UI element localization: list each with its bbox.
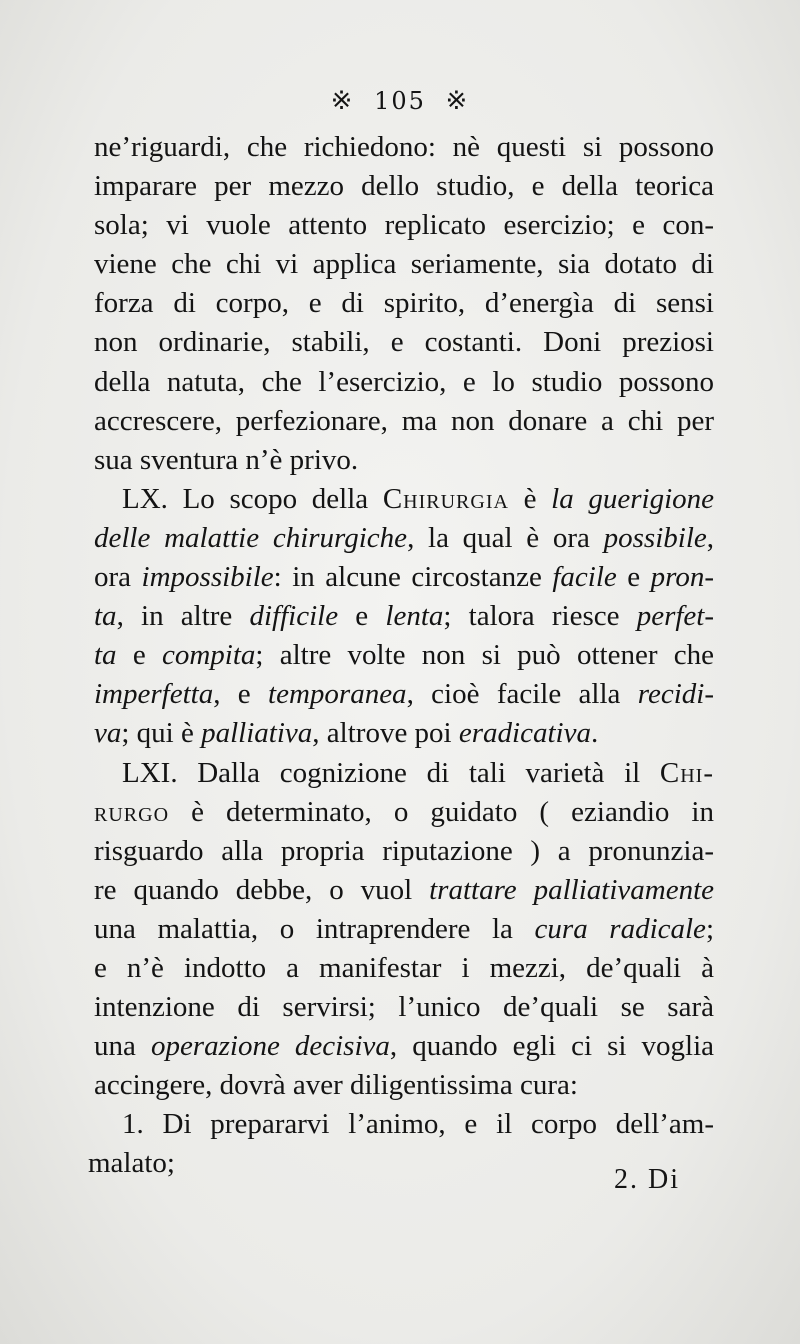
text-segment: facile [552, 561, 617, 594]
text-segment: delle malattie chirurgiche [94, 521, 408, 554]
text-segment: palliativa [201, 717, 313, 750]
text-segment: pron- [650, 561, 715, 594]
text-segment: imparare per mezzo dello studio, e della teorica [94, 170, 714, 203]
text-segment: una [94, 1030, 151, 1063]
text-segment: forza di corpo, e di spirito, d’energìa di sensi [94, 287, 714, 320]
text-segment: malato; [88, 1147, 175, 1180]
text-segment: impossibile [141, 561, 274, 594]
text-segment: sola; vi vuole attento replicato esercizio; e con- [94, 209, 714, 242]
text-segment: cura radicale [534, 912, 706, 945]
text-segment: e [616, 561, 651, 594]
text-segment: , in altre [116, 600, 250, 633]
page-number: 105 [374, 87, 426, 115]
text-segment: compita [161, 639, 256, 672]
text-segment: e [116, 639, 162, 672]
text-segment: e [338, 600, 386, 633]
text-segment: ta [94, 600, 117, 633]
text-segment: re quando debbe, o vuol [94, 873, 430, 906]
text-segment: trattare palliativamente [429, 873, 714, 906]
text-line [94, 910, 714, 949]
text-segment: sua sventura n’è privo. [94, 443, 359, 476]
text-line [94, 441, 714, 480]
text-segment: ; talora riesce [443, 600, 637, 633]
text-segment: , e [213, 678, 269, 711]
text-segment: operazione decisiva [150, 1030, 390, 1063]
text-segment: accrescere, perfezionare, ma non donare a chi per [94, 404, 714, 437]
text-line [94, 1105, 714, 1144]
text-segment: ora [94, 561, 142, 594]
text-segment: LXI. Dalla cognizione di tali varietà il [122, 756, 660, 789]
text-segment: recidi- [637, 678, 714, 711]
text-segment: , quando egli ci si voglia [389, 1030, 715, 1063]
text-segment: difficile [249, 600, 339, 633]
catchword: 2. Di [614, 1164, 680, 1195]
text-segment: è determinato, o guidato ( eziandio in [169, 795, 714, 828]
text-segment: accingere, dovrà aver diligentissima cura: [94, 1069, 578, 1102]
text-line [94, 167, 714, 206]
text-segment: non ordinarie, stabili, e costanti. Doni preziosi [94, 326, 714, 359]
text-segment: , cioè facile alla [406, 678, 638, 711]
text-line [94, 636, 714, 675]
text-segment: la guerigione [551, 482, 715, 515]
text-segment: va [94, 717, 122, 750]
text-line [94, 245, 714, 284]
text-segment: ; qui è [121, 717, 202, 750]
text-segment: : in alcune circostanze [273, 561, 553, 594]
text-line [94, 206, 714, 245]
text-line [94, 284, 714, 323]
text-segment: viene che chi vi applica seriamente, sia dotato di [94, 248, 714, 281]
text-segment: LX. Lo scopo della [122, 482, 383, 515]
text-segment: ta [94, 639, 117, 672]
text-segment: e n’è indotto a manifestar i mezzi, de’quali à [94, 951, 714, 984]
text-line [94, 675, 714, 714]
text-line [94, 597, 714, 636]
text-segment: imperfetta [94, 678, 214, 711]
text-segment: intenzione di servirsi; l’unico de’quali se sarà [94, 991, 714, 1024]
text-segment: , la qual è ora [407, 521, 604, 554]
page-header [0, 86, 800, 116]
text-segment: perfet- [636, 600, 715, 633]
text-line [94, 128, 714, 167]
text-segment: eradicativa [458, 717, 591, 750]
text-line [94, 754, 714, 793]
text-segment: ; [705, 912, 714, 945]
text-segment: ; altre volte non si può ottener che [255, 639, 714, 672]
text-segment: ne’riguardi, che richiedono: nè questi si possono [94, 131, 714, 163]
text-segment: della natuta, che l’esercizio, e lo studio possono [94, 365, 714, 398]
text-line [94, 519, 714, 558]
text-line [94, 323, 714, 362]
body-text [88, 128, 715, 1184]
text-line [94, 480, 714, 519]
text-segment: lenta [385, 600, 444, 633]
text-segment: , [706, 521, 715, 554]
text-line [94, 988, 714, 1027]
text-segment: una malattia, o intraprendere la [94, 912, 535, 945]
text-line [94, 871, 714, 910]
text-segment: 1. Di prepararvi l’animo, e il corpo dell’am- [122, 1108, 714, 1141]
text-line [94, 793, 714, 832]
text-segment: è [508, 482, 552, 515]
text-segment: Chirurgia [382, 482, 509, 515]
text-segment: , altrove poi [312, 717, 459, 750]
text-segment: possibile [603, 521, 707, 554]
text-line [94, 1027, 714, 1066]
text-line [94, 949, 714, 988]
text-line [94, 363, 714, 402]
ornament-right-icon: ※ [445, 86, 470, 116]
text-line [94, 832, 714, 871]
text-segment: risguardo alla propria riputazione ) a pronunzia- [94, 834, 714, 867]
text-segment: temporanea [268, 678, 407, 711]
text-line [94, 402, 714, 441]
text-segment: . [590, 717, 599, 750]
text-segment: rurgo [94, 795, 170, 828]
text-line [94, 1066, 714, 1105]
text-line [94, 558, 714, 597]
ornament-left-icon: ※ [330, 86, 355, 116]
text-line [94, 714, 714, 753]
text-segment: Chi- [659, 756, 714, 789]
